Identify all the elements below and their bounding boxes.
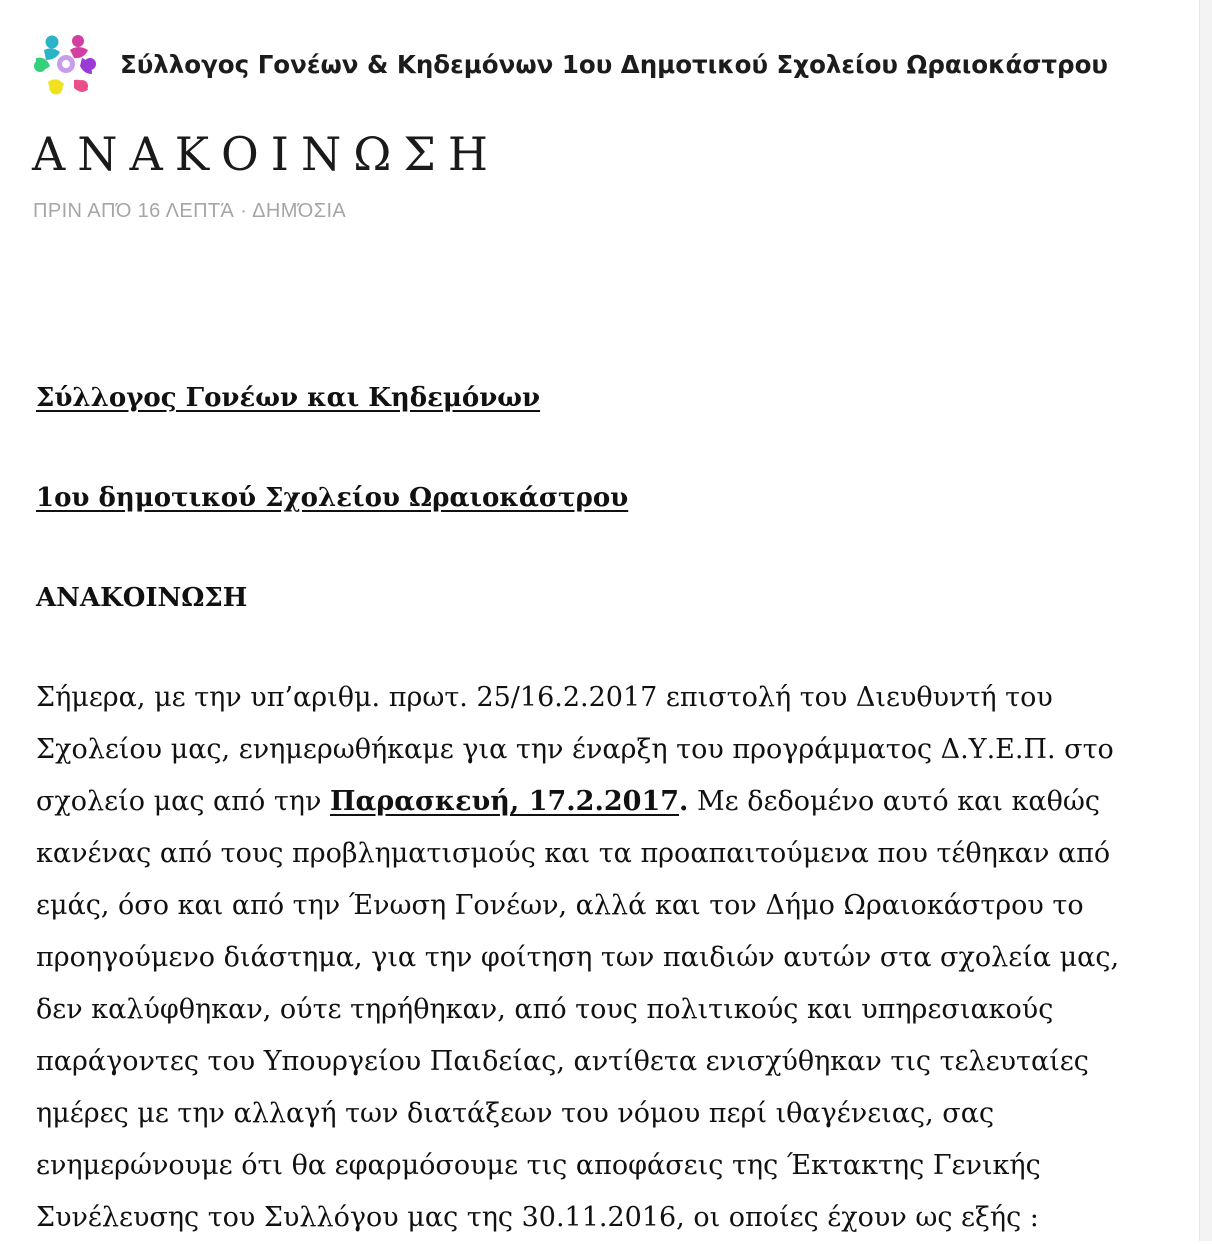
- post-meta: ΠΡΙΝ ΑΠΌ 16 ΛΕΠΤΆ · ΔΗΜΌΣΙΑ: [33, 200, 347, 222]
- body-paragraph: [36, 672, 1166, 1244]
- date-emphasis: Παρασκευή, 17.2.2017: [329, 786, 680, 817]
- people-circle-logo-icon[interactable]: [30, 28, 102, 100]
- paragraph-text-end: Με δεδομένο αυτό και καθώς κανένας από τους προβληματισμούς και τα προαπαιτούμενα που τέθηκαν από εμάς, όσο και από την Ένωση Γονέων, αλλά και τον Δήμο Ωραιοκάστρου το προηγούμενο διάστημα, για την φοίτηση των παιδιών αυτών στα σχολεία μας, δεν καλύφθηκαν, ούτε τηρήθηκαν, από τους πολιτικούς και υπηρεσιακούς παράγοντες του Υπουργείου Παιδείας, αντίθετα ενισχύθηκαν τις τελευταίες ημέρες με την αλλαγή των διατάξεων του νόμου περί ιθαγένειας, σας ενημερώνουμε ότι θα εφαρμόσουμε τις αποφάσεις της Έκτακτης Γενικής Συνέλευσης του Συλλόγου μας της 30.11.2016, οι οποίες έχουν ως εξής :: [36, 786, 1120, 1233]
- paragraph-text-start: Σήμερα, με την υπ’αριθμ. πρωτ. 25/16.2.2017 επιστολή του Διευθυντή του Σχολείου μας, ενημερωθήκαμε για την έναρξη του προγράμματος Δ.Υ.Ε.Π. στο σχολείο μας από την: [36, 682, 1114, 817]
- body-heading-announcement: ΑΝΑΚΟΙΝΩΣΗ: [36, 583, 248, 613]
- page-header: [30, 28, 1108, 100]
- site-name-link[interactable]: Σύλλογος Γονέων & Κηδεμόνων 1ου Δημοτικού Σχολείου Ωραιοκάστρου: [120, 49, 1108, 79]
- post-body: [36, 372, 1166, 1244]
- body-heading-school: 1ου δημοτικού Σχολείου Ωραιοκάστρου: [36, 483, 629, 513]
- body-heading-association: Σύλλογος Γονέων και Κηδεμόνων: [36, 383, 541, 413]
- date-period: .: [679, 786, 689, 817]
- post-title: ΑΝΑΚΟΙΝΩΣΗ: [32, 127, 500, 181]
- scrollbar-track[interactable]: [1199, 0, 1212, 1241]
